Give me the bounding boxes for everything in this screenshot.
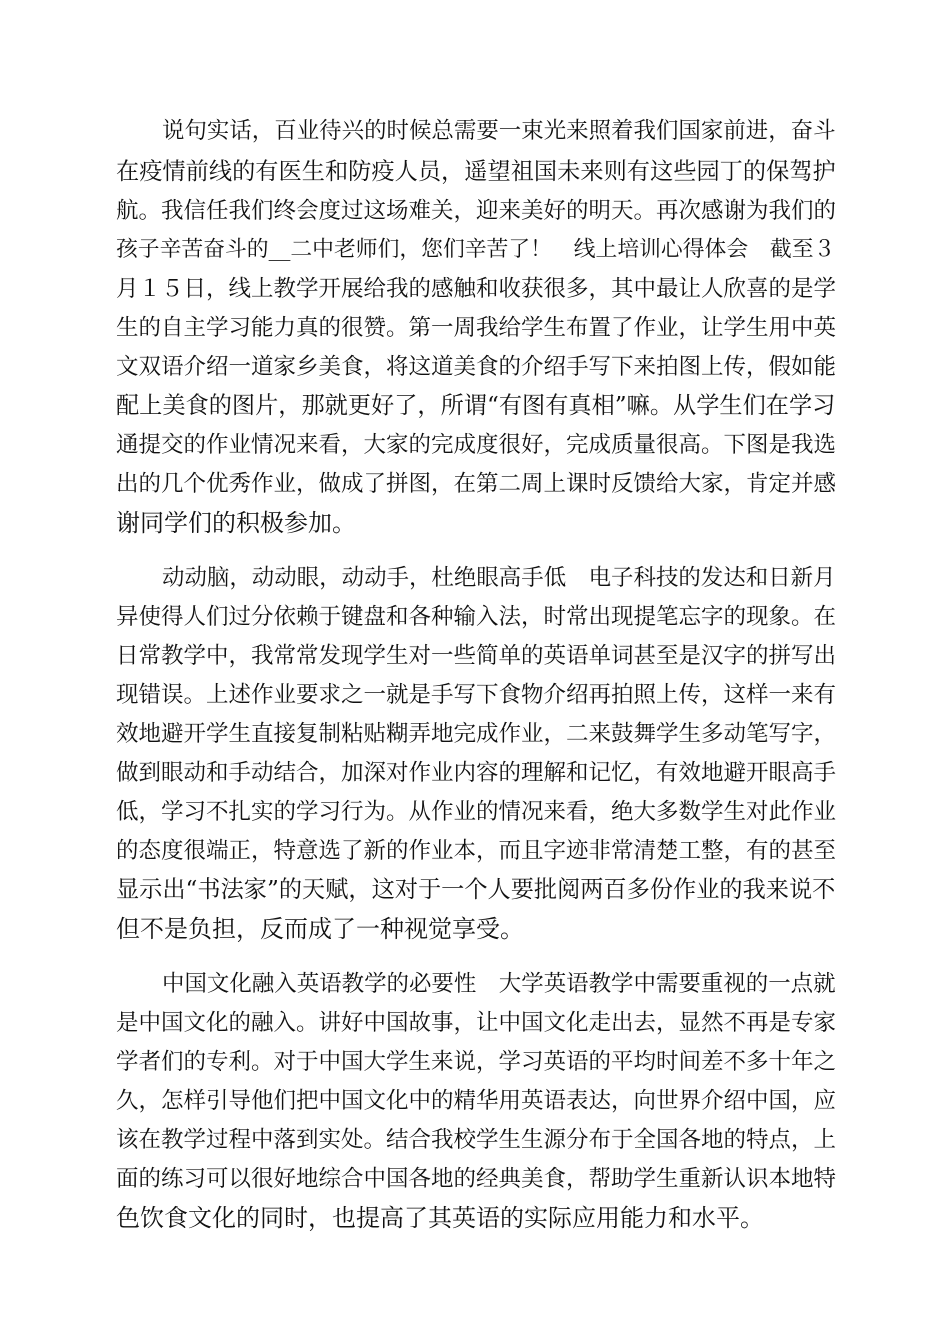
paragraph-line: 该在教学过程中落到实处。结合我校学生生源分布于全国各地的特点，上 (116, 1127, 837, 1153)
paragraph-line: 久，怎样引导他们把中国文化中的精华用英语表达，向世界介绍中国，应 (116, 1088, 837, 1114)
paragraph-line: 低，学习不扎实的学习行为。从作业的情况来看，绝大多数学生对此作业 (116, 799, 837, 825)
paragraph-line: 谢同学们的积极参加。 (116, 509, 356, 537)
paragraph-line: 的态度很端正，特意选了新的作业本，而且字迹非常清楚工整，有的甚至 (116, 838, 837, 864)
paragraph-line: 航。我信任我们终会度过这场难关，迎来美好的明天。再次感谢为我们的 (116, 198, 837, 224)
paragraph-line: 面的练习可以很好地综合中国各地的经典美食，帮助学生重新认识本地特 (116, 1166, 837, 1192)
paragraph-line: 异使得人们过分依赖于键盘和各种输入法，时常出现提笔忘字的现象。在 (116, 604, 837, 630)
paragraph-line: 说句实话，百业待兴的时候总需要一束光来照着我们国家前进，奋斗 (162, 118, 836, 144)
paragraph-line: 出的几个优秀作业，做成了拼图，在第二周上课时反馈给大家，肯定并感 (116, 471, 837, 497)
paragraph-line: 色饮食文化的同时，也提高了其英语的实际应用能力和水平。 (116, 1204, 764, 1232)
paragraph-line: 生的自主学习能力真的很赞。第一周我给学生布置了作业，让学生用中英 (116, 315, 837, 341)
paragraph-line: 动动脑，动动眼，动动手，杜绝眼高手低 电子科技的发达和日新月 (162, 565, 836, 591)
paragraph-line: 文双语介绍一道家乡美食，将这道美食的介绍手写下来拍图上传，假如能 (116, 354, 837, 380)
paragraph-line: 现错误。上述作业要求之一就是手写下食物介绍再拍照上传，这样一来有 (116, 682, 837, 708)
paragraph-line: 做到眼动和手动结合，加深对作业内容的理解和记忆，有效地避开眼高手 (116, 760, 837, 786)
paragraph-line: 通提交的作业情况来看，大家的完成度很好，完成质量很高。下图是我选 (116, 432, 837, 458)
paragraph-line: 学者们的专利。对于中国大学生来说，学习英语的平均时间差不多十年之 (116, 1049, 837, 1075)
paragraph-line: 月１５日，线上教学开展给我的感触和收获很多，其中最让人欣喜的是学 (116, 276, 837, 302)
paragraph-line: 配上美食的图片，那就更好了，所谓“有图有真相”嘛。从学生们在学习 (116, 392, 836, 419)
paragraph-line: 显示出“书法家”的天赋，这对于一个人要批阅两百多份作业的我来说不 (116, 876, 836, 903)
paragraph-line: 孩子辛苦奋斗的__二中老师们，您们辛苦了！ 线上培训心得体会 截至３ (116, 237, 836, 262)
paragraph-line: 日常教学中，我常常发现学生对一些简单的英语单词甚至是汉字的拼写出 (116, 643, 837, 669)
paragraph-line: 在疫情前线的有医生和防疫人员，遥望祖国未来则有这些园丁的保驾护 (116, 158, 836, 185)
paragraph-line: 但不是负担，反而成了一种视觉享受。 (116, 915, 524, 943)
paragraph-line: 中国文化融入英语教学的必要性 大学英语教学中需要重视的一点就 (162, 971, 836, 997)
paragraph-line: 是中国文化的融入。讲好中国故事，让中国文化走出去，显然不再是专家 (116, 1010, 837, 1036)
paragraph-line: 效地避开学生直接复制粘贴糊弄地完成作业，二来鼓舞学生多动笔写字， (116, 721, 837, 747)
